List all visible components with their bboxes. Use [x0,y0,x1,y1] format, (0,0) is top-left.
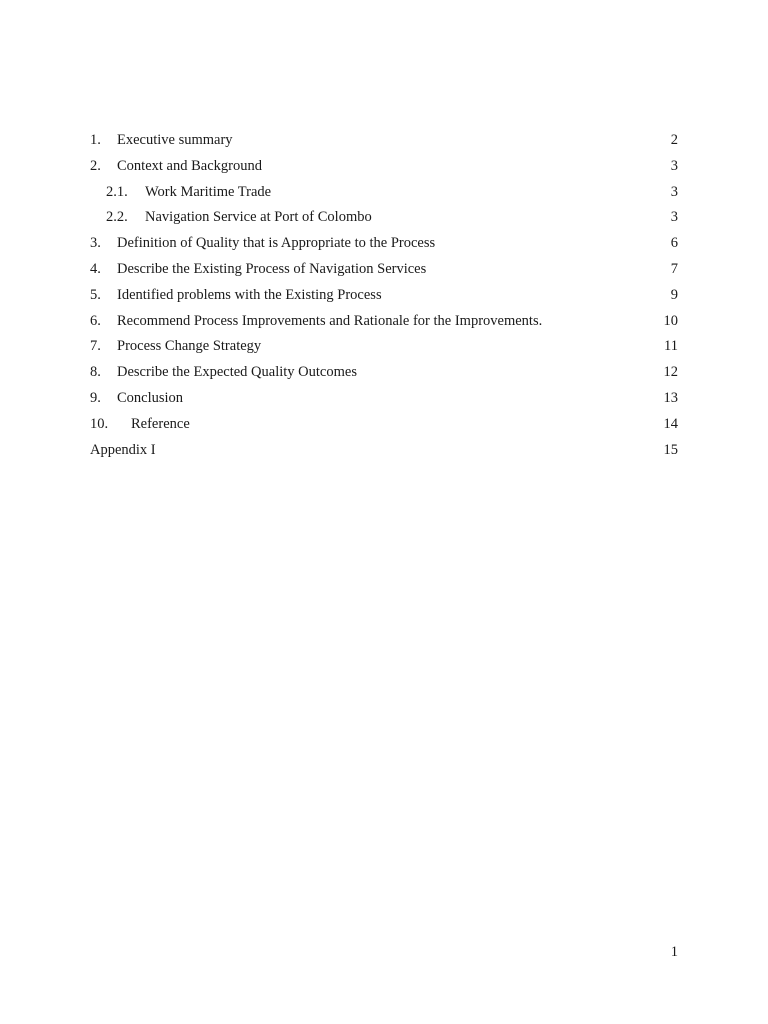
toc-entry-number: 8. [90,364,101,381]
toc-entry-title: Reference [131,415,190,432]
toc-entry-page: 2 [670,132,678,148]
table-of-contents [90,128,678,463]
toc-entry-title: Process Change Strategy [117,338,262,355]
toc-entry-page: 10 [663,312,678,329]
toc-entry-definition-of-quality[interactable] [90,231,678,257]
toc-entry-conclusion[interactable] [90,386,678,412]
toc-entry-page: 3 [670,209,678,226]
toc-entry-title: Describe the Expected Quality Outcomes [117,364,357,381]
toc-entry-page: 7 [670,260,678,277]
toc-entry-number: 10. [90,415,109,432]
toc-entry-number: 7. [90,338,101,355]
toc-entry-expected-outcomes[interactable] [90,360,678,386]
toc-entry-page: 13 [663,389,678,406]
toc-entry-page: 14 [663,415,678,432]
toc-entry-title: Executive summary [117,132,233,148]
toc-entry-navigation-service[interactable] [90,205,678,231]
toc-entry-page: 6 [670,235,678,252]
toc-entry-executive-summary[interactable] [90,128,678,154]
toc-entry-appendix[interactable] [90,438,678,464]
toc-entry-number: 1. [90,132,101,148]
toc-entry-number: 4. [90,260,101,277]
toc-entry-page: 12 [663,364,678,381]
toc-entry-title: Identified problems with the Existing Process [117,286,382,303]
toc-entry-number: 3. [90,235,101,252]
toc-entry-number: 2. [90,157,101,174]
toc-entry-title: Definition of Quality that is Appropriate to the Process [117,235,436,252]
toc-entry-page: 3 [670,183,678,200]
toc-entry-reference[interactable] [90,412,678,438]
toc-entry-number: 2.1. [106,183,128,200]
toc-entry-process-change-strategy[interactable] [90,334,678,360]
toc-entry-page: 11 [664,338,678,355]
toc-entry-page: 9 [670,286,678,303]
toc-entry-number: 5. [90,286,101,303]
page-number: 1 [670,944,678,960]
toc-entry-number: 6. [90,312,101,329]
toc-entry-title: Recommend Process Improvements and Rationale for the Improvements. [117,312,543,329]
toc-entry-page: 15 [663,441,678,458]
toc-entry-title: Work Maritime Trade [145,183,272,200]
toc-entry-number: 2.2. [106,209,128,226]
toc-entry-title: Conclusion [117,389,184,406]
toc-entry-title: Context and Background [117,157,262,174]
toc-entry-title: Describe the Existing Process of Navigation Services [117,260,427,277]
toc-entry-existing-process[interactable] [90,257,678,283]
toc-entry-context-background[interactable] [90,154,678,180]
toc-entry-recommend-improvements[interactable] [90,309,678,335]
toc-entry-work-maritime-trade[interactable] [90,180,678,206]
toc-entry-number: 9. [90,389,101,406]
toc-entry-title: Navigation Service at Port of Colombo [145,209,372,226]
toc-entry-identified-problems[interactable] [90,283,678,309]
toc-entry-title: Appendix I [90,441,156,458]
toc-entry-page: 3 [670,157,678,174]
